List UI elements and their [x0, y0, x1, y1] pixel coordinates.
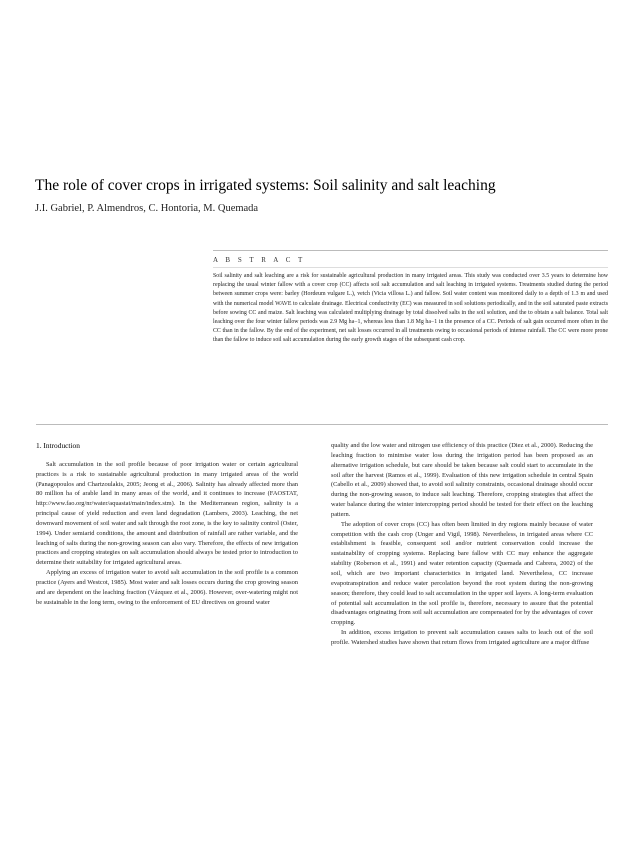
abstract-heading: A B S T R A C T — [213, 256, 306, 264]
abstract-top-rule — [213, 250, 608, 251]
left-column — [36, 441, 298, 608]
section-heading: 1. Introduction — [36, 441, 80, 450]
abstract-heading-rule — [213, 267, 608, 268]
paragraph: In addition, excess irrigation to prevent salt accumulation causes salts to leach out of the soil profile. Watershed studies have shown that return flows from irrigated agriculture are a major diffuse — [331, 629, 593, 646]
right-column — [331, 441, 593, 648]
author-list: J.I. Gabriel, P. Almendros, C. Hontoria, M. Quemada — [35, 203, 259, 214]
paragraph: Applying an excess of irrigation water to avoid salt accumulation in the soil profile is a common practice (Ayers and Westcot, 1985). Most water and salt losses occurs during the crop growing season and are dependent on the leaching fraction (Vázquez et al., 2006). However, over-watering might not be sustainable in the long term, owing to the enforcement of EU directives on ground water — [36, 569, 298, 606]
abstract-bottom-rule — [36, 424, 608, 425]
paragraph: quality and the low water and nitrogen use efficiency of this practice (Diez et al., 2000). Reducing the leaching fraction to minimise water loss during the irrigation period has been proposed as an alternative irrigation schedule, but care should be taken because salt could start to accumulate in the soil after the harvest (Ramos et al., 1999). Evaluation of this new irrigation schedule in central Spain (Cabello et al., 2009) showed that, to avoid soil salinity constraints, occasional drainage should occur during the non-growing season, to induce salt leaching. Therefore, cropping strategies that affect the water balance during the winter intercropping period should be tested for their effect on the leaching pattern. — [331, 442, 593, 518]
paragraph: The adoption of cover crops (CC) has often been limited in dry regions mainly because of water competition with the cash crop (Unger and Vigil, 1998). Nevertheless, in irrigated areas where CC establishment is feasible, consequent soil and/or nutrient conservation could increase the sustainability of cropping systems. Replacing bare fallow with CC may enhance the aggregate stability (Roberson et al., 1991) and water retention capacity (Quemada and Cabrera, 2002) of the soil, which are two important characteristics in irrigated land. Nevertheless, CC increase evapotranspiration and reduce water percolation beyond the root system during the non-growing season; therefore, they could lead to salt accumulation in the upper soil layers. A long-term evaluation of potential salt accumulation in the soil profile is, therefore, necessary to assure that the potential disadvantages originating from soil salt accumulation are compensated for by the advantages of cover cropping. — [331, 520, 593, 627]
abstract-text: Soil salinity and salt leaching are a risk for sustainable agricultural production in many irrigated areas. This study was conducted over 3.5 years to determine how replacing the usual winter fallow with a cover crop (CC) affects soil salt accumulation and salt leaching in irrigated systems. Treatments studied during the period between summer crops were: barley (Hordeum vulgare L.), vetch (Vicia villosa L.) and fallow. Soil water content was monitored daily to a depth of 1.3 m and used with the numerical model WAVE to calculate drainage. Electrical conductivity (EC) was measured in soil solutions periodically, and in the soil saturated paste extracts before sowing CC and maize. Salt leaching was calculated multiplying drainage by total dissolved salts in the soil solution, and the to obtain a salt balance. Total salt leaching over the four winter fallow periods was 2.9 Mg ha−1, whereas less than 1.8 Mg ha−1 in the presence of a CC. Periods of salt gain occurred more often in the CC than in the fallow. By the end of the experiment, net salt losses occurred in all treatments owing to occasional periods of intense rainfall. The CC were more prone than the fallow to induce soil salt accumulation during the early growth stages of the subsequent cash crop. — [213, 273, 608, 344]
paragraph: Salt accumulation in the soil profile because of poor irrigation water or certain agricultural practices is a risk to sustainable agricultural production in many irrigated areas of the world (Panagopoulos and Chartzoulakis, 2005; Jeong et al., 2006). Salinity has already affected more than 80 million ha of arable land in many areas of the world, and it continues to increase (FAOSTAT, http://www.fao.org/nr/water/aquastat/main/index.stm). In the Mediterranean region, salinity is a principal cause of yield reduction and even land degradation (Lambers, 2003). Leaching, the net downward movement of soil water and salt through the root zone, is the key to salinity control (Oster, 1994). Under semiarid conditions, the amount and distribution of rainfall are rather variable, and the leaching of salts during the non-growing season can also vary. Therefore, the effects of new irrigation practices and cropping strategies on salt accumulation should always be tested prior to introduction to determine their suitability for irrigated agricultural areas. — [36, 460, 298, 567]
paper-title: The role of cover crops in irrigated systems: Soil salinity and salt leaching — [35, 177, 496, 194]
